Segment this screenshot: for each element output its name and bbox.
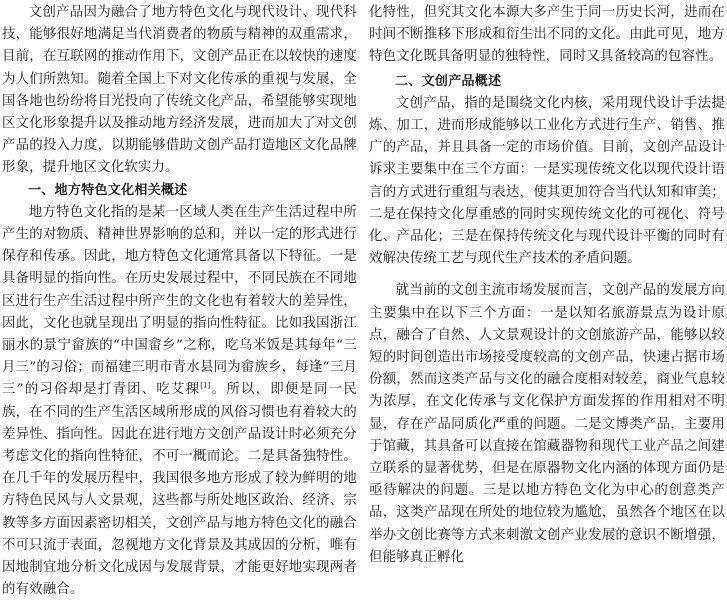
- left-column: [2, 2, 357, 601]
- citation-marker: [1]: [200, 381, 211, 390]
- local-culture-continuation: 化特性，但究其文化本源大多产生于同一历史长河，进而在时间不断推移下形成和衍生出不同的文化。由此可见，地方特色文化既具备明显的独特性，同时又具备较高的包容性。: [369, 5, 725, 65]
- right-column: [369, 2, 725, 569]
- cultural-products-definition-paragraph: 文创产品，指的是围绕文化内核，采用现代设计手法提炼、加工，进而形成能够以工业化方式进行生产、销售、推广的产品，并且具备一定的市场价值。目前，文创产品设计诉求主要集中在三个方面：一是实现传统文化以现代设计语言的方式进行重组与表达，使其更加符合当代认知和审美；二是在保持文化厚重感的同时实现传统文化的可视化、符号化、产品化；三是在保持传统文化与现代设计平衡的同时有效解决传统工艺与现代生产技术的矛盾问题。: [369, 95, 725, 267]
- cultural-products-market-paragraph: 就当前的文创主流市场发展而言，文创产品的发展方向主要集中在以下三个方面：一是以知名旅游景点为设计原点，融合了自然、人文景观设计的文创旅游产品，能够以较短的时间创造出市场接受度较高的文创产品，快速占据市场份额，然而这类产品与文化的融合度相对较差，商业气息较为浓厚，在文化传承与文化保护方面发挥的作用相对不明显，存在产品同质化严重的问题。二是文博类产品，主要用于馆藏，其具备可以直接在馆藏器物和现代工业产品之间建立联系的显著优势，但是在原器物文化内涵的体现方面仍是亟待解决的问题。三是以地方特色文化为中心的创意类产品，这类产品现在所处的地位较为尴尬，虽然各个地区在以举办文创比赛等方式来刺激文创产业发展的意识不断增强，但能够真正孵化: [369, 283, 725, 565]
- section-heading-local-culture: 一、地方特色文化相关概述: [28, 182, 188, 198]
- local-culture-paragraph: [2, 202, 357, 601]
- local-culture-text-part2: 。所以，即便是同一民族，在不同的生产生活区域所形成的风俗习惯也有着较大的差异性、指向性。因此在进行地方文创产品设计时必须充分考虑文化的指向性特征，不可一概而论。二是具备独特性。在几千年的发展历程中，我国很多地方形成了较为鲜明的地方特色民风与人文景观，这些都与所处地区政治、经济、宗教等多方面因素密切相关，文创产品与地方特色文化的融合不可只流于表面，忽视地方文化背景及其成因的分析，唯有因地制宜地分析文化成因与发展背景，才能更好地实现两者的有效融合。: [2, 382, 357, 598]
- intro-paragraph: 文创产品因为融合了地方特色文化与现代设计、现代科技，能够很好地满足当代消费者的物质与精神的双重需求，目前，在互联网的推动作用下，文创产品正在以较快的速度为人们所熟知。随着全国上下对文化传承的重视与发展，全国各地也纷纷将目光投向了传统文化产品，希望能够实现地区文化形象提升以及推动地方经济发展，进而加大了对文创产品的投入力度，以期能够借助文创产品打造地区文化品牌形象，提升地区文化软实力。: [2, 5, 357, 176]
- local-culture-text-part1: 地方特色文化指的是某一区域人类在生产生活过程中所产生的对物质、精神世界影响的总和，并以一定的形式进行保存和传承。因此，地方特色文化通常具备以下特征。一是具备明显的指向性。在历史发展过程中，不同民族在不同地区进行生产生活过程中所产生的文化也有着较大的差异性，因此，文化也就呈现出了明显的指向性特征。比如我国浙江丽水的景宁畲族的“中国畲乡”之称，吃乌米饭是其每年“三月三”的习俗；而福建三明市青水县同为畲族乡，每逢“三月三”的习俗却是打青团、吃艾稞: [2, 204, 357, 398]
- section-heading-cultural-products: 二、文创产品概述: [395, 73, 502, 89]
